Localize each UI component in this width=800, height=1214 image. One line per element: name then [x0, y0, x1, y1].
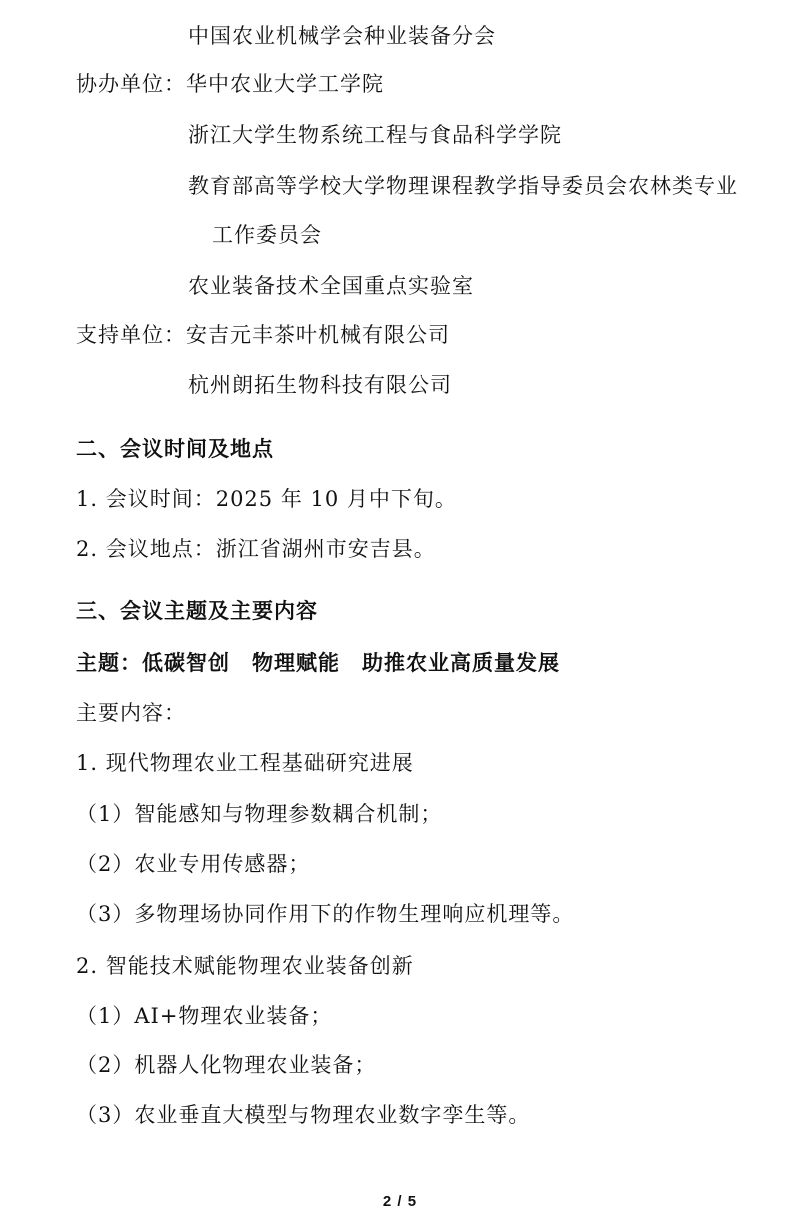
co-organizer-name: 教育部高等学校大学物理课程教学指导委员会农林类专业 — [188, 174, 738, 198]
organizer-line: 中国农业机械学会种业装备分会 — [188, 24, 496, 48]
section-heading-theme: 三、会议主题及主要内容 — [76, 599, 318, 623]
topic-item: （2）机器人化物理农业装备； — [76, 1053, 377, 1077]
topic-item: （3）农业垂直大模型与物理农业数字孪生等。 — [76, 1103, 531, 1127]
co-organizer-name: 华中农业大学工学院 — [186, 72, 384, 96]
main-content-label: 主要内容： — [76, 701, 186, 725]
supporter-label: 支持单位： — [76, 323, 186, 347]
section-heading-time-place: 二、会议时间及地点 — [76, 437, 274, 461]
meeting-theme: 主题：低碳智创 物理赋能 助推农业高质量发展 — [76, 651, 560, 675]
co-organizer-name: 农业装备技术全国重点实验室 — [188, 274, 474, 298]
supporter-name: 杭州朗拓生物科技有限公司 — [188, 373, 452, 397]
topic-heading: 2. 智能技术赋能物理农业装备创新 — [76, 954, 414, 978]
co-organizer-name: 浙江大学生物系统工程与食品科学学院 — [188, 123, 562, 147]
topic-item: （1）AI+物理农业装备； — [76, 1004, 333, 1028]
co-organizer-label: 协办单位： — [76, 72, 186, 96]
topic-item: （2）农业专用传感器； — [76, 852, 311, 876]
meeting-time: 1. 会议时间：2025 年 10 月中下旬。 — [76, 487, 457, 511]
topic-item: （3）多物理场协同作用下的作物生理响应机理等。 — [76, 902, 575, 926]
topic-heading: 1. 现代物理农业工程基础研究进展 — [76, 751, 414, 775]
supporter-name: 安吉元丰茶叶机械有限公司 — [186, 323, 450, 347]
meeting-place: 2. 会议地点：浙江省湖州市安吉县。 — [76, 537, 436, 561]
page-number: 2 / 5 — [382, 1193, 418, 1210]
supporter-row — [76, 320, 450, 350]
co-organizer-name-continued: 工作委员会 — [212, 223, 322, 247]
topic-item: （1）智能感知与物理参数耦合机制； — [76, 802, 443, 826]
co-organizer-row — [76, 69, 384, 99]
